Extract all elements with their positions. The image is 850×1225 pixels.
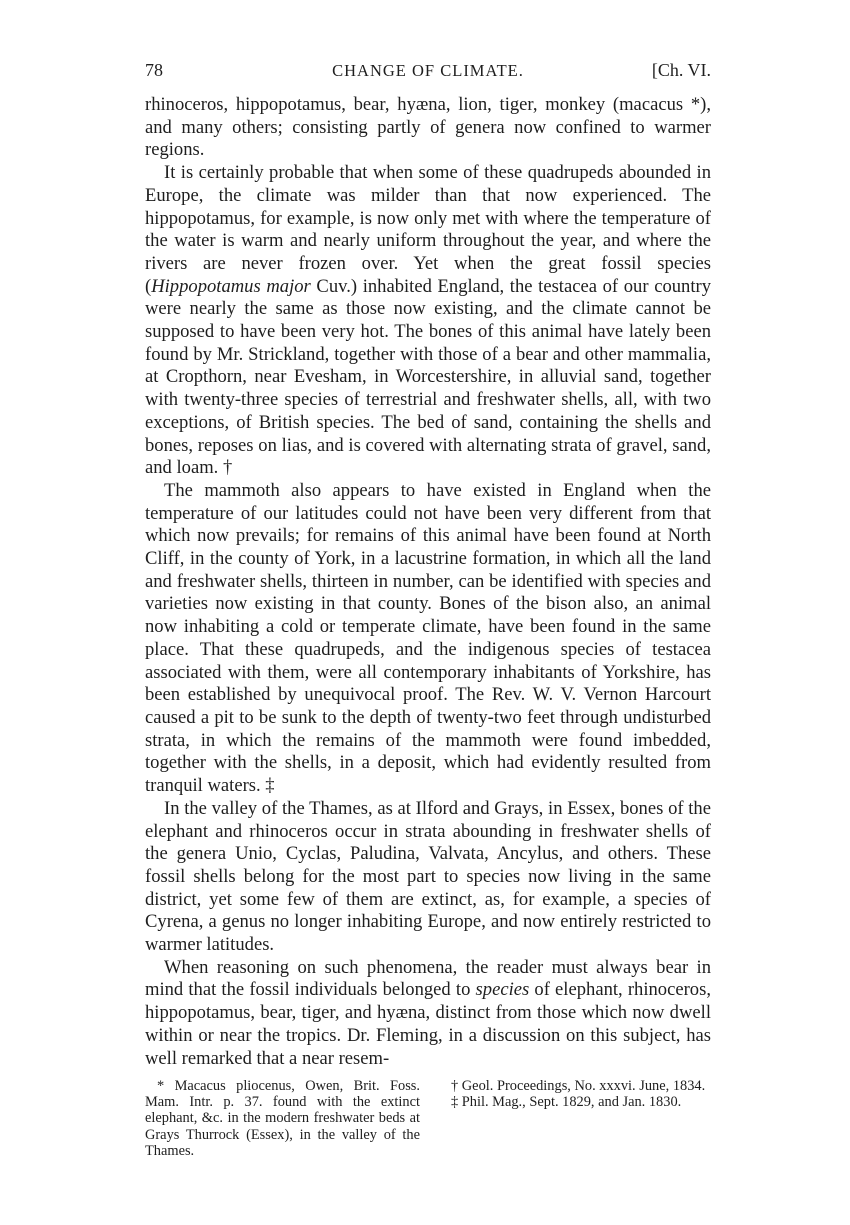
paragraph-continued: rhinoceros, hippopotamus, bear, hyæna, lion, tiger, monkey (macacus *), and many others; consisting partly of genera now confined to warmer regions. <box>145 94 711 161</box>
paragraph-text: It is certainly probable that when some of these quadrupeds abounded in Europe, the climate was milder than that now experienced. The hippopotamus, for example, is now only met with where the temperature of the water is warm and nearly uniform throughout the year, and where the rivers are never frozen over. Yet when the great fossil species ( <box>145 162 711 297</box>
paragraph-reasoning <box>145 957 711 1071</box>
chapter-label: [Ch. VI. <box>651 60 711 80</box>
emphasis-species: species <box>475 979 530 1001</box>
paragraph-text: Cuv.) inhabited England, the testacea of our country were nearly the same as those now existing, and the climate cannot be supposed to have been very hot. The bones of this animal have lately been found by Mr. Strickland, together with those of a bear and other mammalia, at Cropthorn, near Evesham, in Worcestershire, in alluvial sand, together with twenty-three species of terrestrial and freshwater shells, all, with two exceptions, of British species. The bed of sand, containing the shells and bones, reposes on lias, and is covered with alternating strata of gravel, sand, and loam. † <box>145 275 711 479</box>
footnotes <box>145 1078 711 1159</box>
paragraph-climate <box>145 162 711 480</box>
running-header <box>145 60 711 86</box>
body-text <box>145 94 711 1070</box>
paragraph-mammoth: The mammoth also appears to have existed in England when the temperature of our latitudes could not have been very different from that which now prevails; for remains of this animal have been found at North Cliff, in the county of York, in a lacustrine formation, in which all the land and freshwater shells, thirteen in number, can be identified with species and varieties now existing in that county. Bones of the bison also, an animal now inhabiting a cold or temperate climate, have been found in the same place. That these quadrupeds, and the indigenous species of testacea associated with them, were all contemporary inhabitants of Yorkshire, has been established by unequivocal proof. The Rev. W. V. Vernon Harcourt caused a pit to be sunk to the depth of twenty-two feet through undisturbed strata, in which the remains of the mammoth were found imbedded, together with the shells, in a deposit, which had evidently resulted from tranquil waters. ‡ <box>145 479 711 797</box>
running-title: CHANGE OF CLIMATE. <box>332 61 524 80</box>
footnote-column-left <box>145 1078 420 1159</box>
species-name: Hippopotamus major <box>151 275 311 297</box>
paragraph-thames: In the valley of the Thames, as at Ilford and Grays, in Essex, bones of the elephant and rhinoceros occur in strata abounding in freshwater shells of the genera Unio, Cyclas, Paludina, Valvata, Ancylus, and others. These fossil shells belong for the most part to species now living in the same district, yet some few of them are extinct, as, for example, a species of Cyrena, a genus no longer inhabiting Europe, and now entirely restricted to warmer latitudes. <box>145 797 711 956</box>
footnote-dagger: † Geol. Proceedings, No. xxxvi. June, 1834. <box>451 1078 706 1094</box>
footnote-double-dagger: ‡ Phil. Mag., Sept. 1829, and Jan. 1830. <box>451 1094 682 1111</box>
footnote-column-right <box>437 1078 711 1159</box>
footnote-star: * Macacus pliocenus, Owen, Brit. Foss. Mam. Intr. p. 37. found with the extinct elephant, &c. in the modern freshwater beds at Grays Thurrock (Essex), in the valley of the Thames. <box>145 1078 420 1159</box>
page-number: 78 <box>145 60 163 80</box>
paragraph-text: of elephant, rhinoceros, hippopotamus, bear, tiger, and hyæna, distinct from those which now dwell within or near the tropics. Dr. Fleming, in a discussion on this subject, has well remarked that a near resem- <box>145 979 711 1069</box>
paragraph-text: When reasoning on such phenomena, the reader must always bear in mind that the fossil individuals belonged to <box>145 956 711 1001</box>
